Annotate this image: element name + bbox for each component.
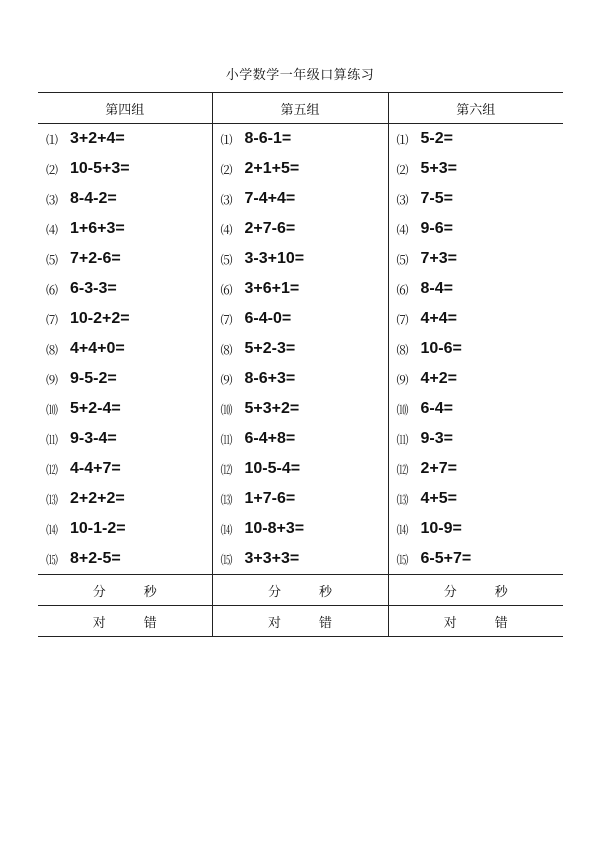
problem-item — [38, 484, 212, 514]
problem-item — [38, 244, 212, 274]
problem-number: ⑸ — [220, 252, 233, 267]
problem-expression: 9-3-4= — [70, 430, 117, 447]
problem-number: ⑶ — [46, 192, 58, 207]
problem-number: ⑷ — [220, 222, 233, 237]
wrong-label: 错 — [143, 615, 157, 631]
problem-expression: 2+1+5= — [244, 160, 300, 177]
problem-expression: 2+2+2= — [70, 490, 125, 507]
second-label: 秒 — [143, 584, 157, 600]
problem-number: ⑵ — [396, 162, 409, 177]
problem-number: ⑿ — [220, 462, 233, 477]
problem-expression: 1+7-6= — [244, 490, 296, 507]
problem-expression: 10-9= — [420, 520, 462, 537]
minute-label: 分 — [92, 584, 106, 600]
problem-expression: 10-2+2= — [70, 310, 130, 327]
problem-item — [389, 244, 564, 274]
problem-item — [213, 214, 388, 244]
problem-expression: 6-4+8= — [244, 430, 296, 447]
score-row — [38, 606, 563, 637]
problem-number: ⒂ — [220, 552, 233, 567]
problem-number: ⑾ — [46, 432, 58, 447]
group-header-row — [38, 93, 563, 124]
problem-expression: 6-3-3= — [70, 280, 117, 297]
problem-number: ⒀ — [220, 492, 233, 507]
problem-expression: 7+2-6= — [70, 250, 121, 267]
problem-item — [38, 274, 212, 304]
problem-item — [38, 454, 212, 484]
problem-number: ⑴ — [220, 132, 233, 147]
problem-item — [38, 154, 212, 184]
problem-expression: 5-2= — [420, 130, 453, 147]
problem-number: ⑸ — [46, 252, 58, 267]
problem-item — [213, 124, 388, 154]
problem-item — [213, 304, 388, 334]
problem-expression: 10-8+3= — [244, 520, 305, 537]
score-cell — [38, 606, 212, 637]
correct-label: 对 — [267, 615, 281, 631]
correct-label: 对 — [443, 615, 457, 631]
score-cell — [388, 606, 563, 637]
time-cell — [388, 575, 563, 606]
problem-number: ⑵ — [220, 162, 233, 177]
problem-number: ⑷ — [46, 222, 58, 237]
problem-item — [389, 304, 564, 334]
problem-number: ⒁ — [396, 522, 409, 537]
problem-expression: 9-5-2= — [70, 370, 117, 387]
problem-number: ⑹ — [46, 282, 58, 297]
time-row — [38, 575, 563, 606]
problem-item — [213, 334, 388, 364]
problem-item — [389, 334, 564, 364]
problem-expression: 6-4-0= — [244, 310, 292, 327]
problem-number: ⑾ — [396, 432, 409, 447]
problem-item — [38, 124, 212, 154]
problem-item — [213, 484, 388, 514]
correct-label: 对 — [92, 615, 106, 631]
problem-number: ⑺ — [396, 312, 409, 327]
problem-number: ⑾ — [220, 432, 233, 447]
problem-item — [389, 424, 564, 454]
problem-expression: 6-4= — [420, 400, 453, 417]
group-column — [212, 124, 388, 575]
problem-number: ⒁ — [46, 522, 58, 537]
problem-expression: 10-5+3= — [70, 160, 130, 177]
problem-item — [389, 484, 564, 514]
problem-expression: 3-3+10= — [244, 250, 305, 267]
problems-row — [38, 124, 563, 575]
problem-item — [38, 334, 212, 364]
problem-expression: 8-6-1= — [244, 130, 292, 147]
minute-label: 分 — [267, 584, 281, 600]
problem-expression: 4+5= — [420, 490, 457, 507]
group-header: 第四组 — [38, 93, 212, 124]
problem-item — [389, 544, 564, 574]
problem-number: ⑼ — [396, 372, 409, 387]
group-header: 第六组 — [388, 93, 563, 124]
problem-item — [213, 364, 388, 394]
problem-item — [38, 514, 212, 544]
problem-number: ⑻ — [396, 342, 409, 357]
problem-expression: 5+3+2= — [244, 400, 300, 417]
problem-item — [213, 454, 388, 484]
problem-number: ⑽ — [220, 402, 233, 417]
problem-item — [38, 424, 212, 454]
problem-number: ⒁ — [220, 522, 233, 537]
problem-expression: 5+2-3= — [244, 340, 296, 357]
second-label: 秒 — [319, 584, 333, 600]
group-column — [388, 124, 563, 575]
wrong-label: 错 — [319, 615, 333, 631]
problem-item — [389, 214, 564, 244]
problem-number: ⑽ — [396, 402, 409, 417]
problem-item — [213, 394, 388, 424]
problem-item — [38, 184, 212, 214]
problem-expression: 8-4-2= — [70, 190, 117, 207]
problem-expression: 6-5+7= — [420, 550, 472, 567]
exercise-table — [38, 92, 563, 637]
problem-number: ⑻ — [46, 342, 58, 357]
problem-expression: 7-4+4= — [244, 190, 296, 207]
problem-expression: 9-6= — [420, 220, 453, 237]
problem-number: ⑹ — [220, 282, 233, 297]
problem-expression: 4+4= — [420, 310, 457, 327]
problem-number: ⑵ — [46, 162, 58, 177]
problem-item — [38, 364, 212, 394]
problem-expression: 7-5= — [420, 190, 453, 207]
problem-item — [389, 184, 564, 214]
problem-expression: 5+2-4= — [70, 400, 121, 417]
problem-expression: 7+3= — [420, 250, 457, 267]
problem-expression: 5+3= — [420, 160, 457, 177]
problem-number: ⑼ — [220, 372, 233, 387]
problem-number: ⑽ — [46, 402, 58, 417]
problem-expression: 8-6+3= — [244, 370, 296, 387]
problem-number: ⑷ — [396, 222, 409, 237]
problem-expression: 3+2+4= — [70, 130, 125, 147]
problem-item — [213, 154, 388, 184]
problem-number: ⑿ — [396, 462, 409, 477]
problem-item — [389, 514, 564, 544]
problem-number: ⑴ — [46, 132, 58, 147]
group-header: 第五组 — [212, 93, 388, 124]
problem-number: ⑻ — [220, 342, 233, 357]
problem-number: ⑸ — [396, 252, 409, 267]
problem-item — [213, 244, 388, 274]
problem-item — [389, 394, 564, 424]
score-cell — [212, 606, 388, 637]
time-cell — [38, 575, 212, 606]
problem-item — [38, 394, 212, 424]
problem-item — [389, 364, 564, 394]
problem-expression: 8-4= — [420, 280, 453, 297]
problem-number: ⑶ — [220, 192, 233, 207]
problem-expression: 4+4+0= — [70, 340, 125, 357]
problem-item — [213, 424, 388, 454]
problem-expression: 9-3= — [420, 430, 453, 447]
problem-item — [38, 304, 212, 334]
problem-expression: 4-4+7= — [70, 460, 121, 477]
problem-item — [38, 544, 212, 574]
problem-expression: 10-6= — [420, 340, 462, 357]
problem-item — [38, 214, 212, 244]
problem-expression: 10-5-4= — [244, 460, 301, 477]
minute-label: 分 — [443, 584, 457, 600]
problem-expression: 8+2-5= — [70, 550, 121, 567]
problem-item — [389, 454, 564, 484]
problem-expression: 3+3+3= — [244, 550, 300, 567]
problem-item — [213, 184, 388, 214]
time-cell — [212, 575, 388, 606]
problem-item — [389, 124, 564, 154]
problem-number: ⑺ — [220, 312, 233, 327]
problem-expression: 1+6+3= — [70, 220, 125, 237]
problem-number: ⒂ — [46, 552, 58, 567]
problem-item — [389, 274, 564, 304]
problem-expression: 4+2= — [420, 370, 457, 387]
problem-expression: 2+7-6= — [244, 220, 296, 237]
problem-expression: 2+7= — [420, 460, 457, 477]
problem-item — [213, 274, 388, 304]
second-label: 秒 — [494, 584, 508, 600]
problem-expression: 10-1-2= — [70, 520, 126, 537]
problem-number: ⒀ — [46, 492, 58, 507]
problem-number: ⑹ — [396, 282, 409, 297]
problem-item — [213, 544, 388, 574]
problem-number: ⑺ — [46, 312, 58, 327]
problem-expression: 3+6+1= — [244, 280, 300, 297]
problem-item — [389, 154, 564, 184]
problem-number: ⒂ — [396, 552, 409, 567]
problem-number: ⑿ — [46, 462, 58, 477]
wrong-label: 错 — [494, 615, 508, 631]
problem-item — [213, 514, 388, 544]
problem-number: ⑴ — [396, 132, 409, 147]
page-title: 小学数学一年级口算练习 — [225, 68, 375, 83]
problem-number: ⑼ — [46, 372, 58, 387]
problem-number: ⒀ — [396, 492, 409, 507]
group-column — [38, 124, 212, 575]
problem-number: ⑶ — [396, 192, 409, 207]
